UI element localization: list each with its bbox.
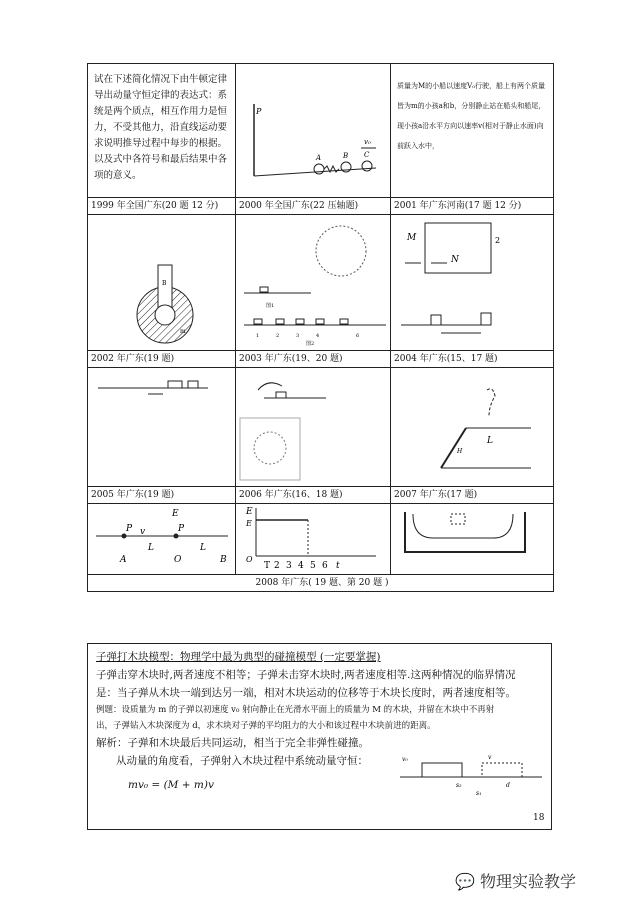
momentum-formula: mv₀ = (M + m)v (128, 779, 214, 791)
cell-2004 (391, 215, 554, 351)
svg-text:C: C (364, 151, 370, 159)
svg-text:A: A (316, 154, 322, 162)
svg-text:2: 2 (274, 561, 280, 571)
svg-text:5: 5 (310, 561, 316, 571)
svg-text:图1: 图1 (266, 303, 275, 309)
svg-text:v₀: v₀ (402, 756, 408, 763)
analysis-line: 解析：子弹和木块最后共同运动，相当于完全非弹性碰撞。 (96, 737, 369, 749)
exam-figure-table (87, 63, 554, 592)
cell-2003 (236, 215, 391, 351)
wechat-icon: 💬 (455, 872, 475, 891)
bullet-block-figure (396, 749, 546, 799)
svg-text:2: 2 (495, 236, 501, 245)
example-line-2: 出，子弹钻入木块深度为 d，求木块对子弹的平均阻力的大小和该过程中木块前进的距离。 (96, 721, 436, 731)
watermark-text: 物理实验教学 (480, 872, 577, 891)
svg-text:3: 3 (286, 561, 292, 571)
momentum-line: 从动量的角度看，子弹射入木块过程中系统动量守恒： (116, 755, 368, 767)
cell-2001 (391, 64, 554, 198)
svg-text:E: E (246, 519, 252, 528)
example-line-1: 例题：设质量为 m 的子弹以初速度 v₀ 射向静止在光滑水平面上的质量为 M 的木块，并留在木块中不再射 (96, 705, 495, 715)
svg-text:2: 2 (276, 333, 280, 339)
svg-text:v: v (140, 527, 146, 537)
svg-text:4: 4 (298, 561, 304, 571)
cell-2002 (88, 215, 236, 351)
svg-text:t: t (336, 561, 340, 571)
caption-2003: 2003 年广东(19、20 题) (239, 354, 343, 364)
bullet-block-model-box (87, 643, 552, 830)
text-line-1: 子弹击穿木块时,两者速度不相等；子弹未击穿木块时,两者速度相等.这两种情况的临界情况 (96, 669, 516, 681)
svg-text:L: L (487, 436, 493, 446)
caption-2008: 2008 年广东( 19 题、第 20 题 ) (255, 578, 389, 588)
svg-text:P: P (178, 524, 185, 534)
svg-text:v: v (488, 754, 492, 761)
svg-text:s₂: s₂ (456, 782, 462, 789)
svg-text:3: 3 (296, 333, 300, 339)
cell-2005 (88, 368, 236, 487)
figure-2005 (88, 368, 235, 486)
svg-text:A: A (120, 555, 127, 565)
caption-2002: 2002 年广东(19 题) (91, 354, 175, 364)
text-line-2: 是：当子弹从木块一端到达另一端，相对木块运动的位移等于木块长度时，两者速度相等。 (96, 687, 516, 699)
svg-text:L: L (148, 543, 154, 553)
svg-text:L: L (200, 543, 206, 553)
svg-text:图2: 图2 (306, 341, 315, 347)
problem-text-1999: 试在下述简化情况下由牛顿定律导出动量守恒定律的表达式：系统是两个质点，相互作用力是恒力，不受其他力，沿直线运动要求说明推导过程中每步的根据。以及式中各符号和最后结果中各项的意义。 (94, 74, 228, 181)
section-title: 子弹打木块模型：物理学中最为典型的碰撞模型 (一定要掌握) (96, 651, 381, 663)
figure-2003 (236, 215, 390, 350)
svg-text:v₀: v₀ (364, 138, 371, 146)
caption-2001: 2001 年广东河南(17 题 12 分) (394, 201, 522, 211)
figure-2006 (236, 368, 390, 486)
figure-2002 (88, 215, 235, 350)
svg-text:P: P (126, 524, 133, 534)
svg-text:N: N (451, 255, 459, 265)
figure-2008-b (236, 504, 390, 574)
figure-2008-a (88, 504, 235, 574)
caption-2007: 2007 年广东(17 题) (394, 490, 478, 500)
caption-1999: 1999 年全国广东(20 题 12 分) (91, 201, 219, 211)
cell-2006 (236, 368, 391, 487)
svg-text:B: B (343, 152, 349, 160)
figure-2008-c (391, 504, 553, 574)
caption-2005: 2005 年广东(19 题) (91, 490, 175, 500)
cell-2007 (391, 368, 554, 487)
svg-text:6: 6 (356, 333, 360, 339)
svg-text:s₁: s₁ (476, 790, 482, 797)
cell-2000 (236, 64, 391, 198)
svg-text:E: E (246, 507, 253, 517)
figure-2000 (236, 64, 390, 197)
svg-text:H: H (457, 448, 463, 455)
cell-2008-a (88, 504, 236, 575)
watermark (455, 869, 576, 892)
caption-2006: 2006 年广东(16、18 题) (239, 490, 343, 500)
svg-text:1: 1 (256, 333, 260, 339)
cell-2008-b (236, 504, 391, 575)
svg-text:m: m (180, 328, 186, 335)
svg-text:O: O (174, 555, 182, 565)
svg-text:B: B (220, 555, 227, 565)
svg-text:M: M (407, 233, 417, 243)
svg-text:6: 6 (322, 561, 328, 571)
svg-text:T: T (264, 561, 271, 571)
fig-label-p: P (256, 107, 262, 116)
page-number: 18 (533, 813, 545, 823)
svg-text:E: E (172, 509, 179, 519)
caption-2000: 2000 年全国广东(22 压轴题) (239, 201, 359, 211)
figure-2007 (391, 368, 553, 486)
cell-2008-c (391, 504, 554, 575)
svg-text:B: B (162, 280, 167, 287)
svg-text:d: d (506, 782, 510, 789)
svg-text:O: O (246, 555, 253, 564)
svg-text:4: 4 (316, 333, 320, 339)
figure-2004 (391, 215, 553, 350)
cell-1999 (88, 64, 236, 198)
caption-2004: 2004 年广东(15、17 题) (394, 354, 498, 364)
problem-text-2001: 质量为M的小船以速度V₀行驶，船上有两个质量皆为m的小孩a和b，分别静止站在船头和船尾，现小孩a沿水平方向以速率v(相对于静止水面)向前跃入水中， (397, 82, 546, 150)
